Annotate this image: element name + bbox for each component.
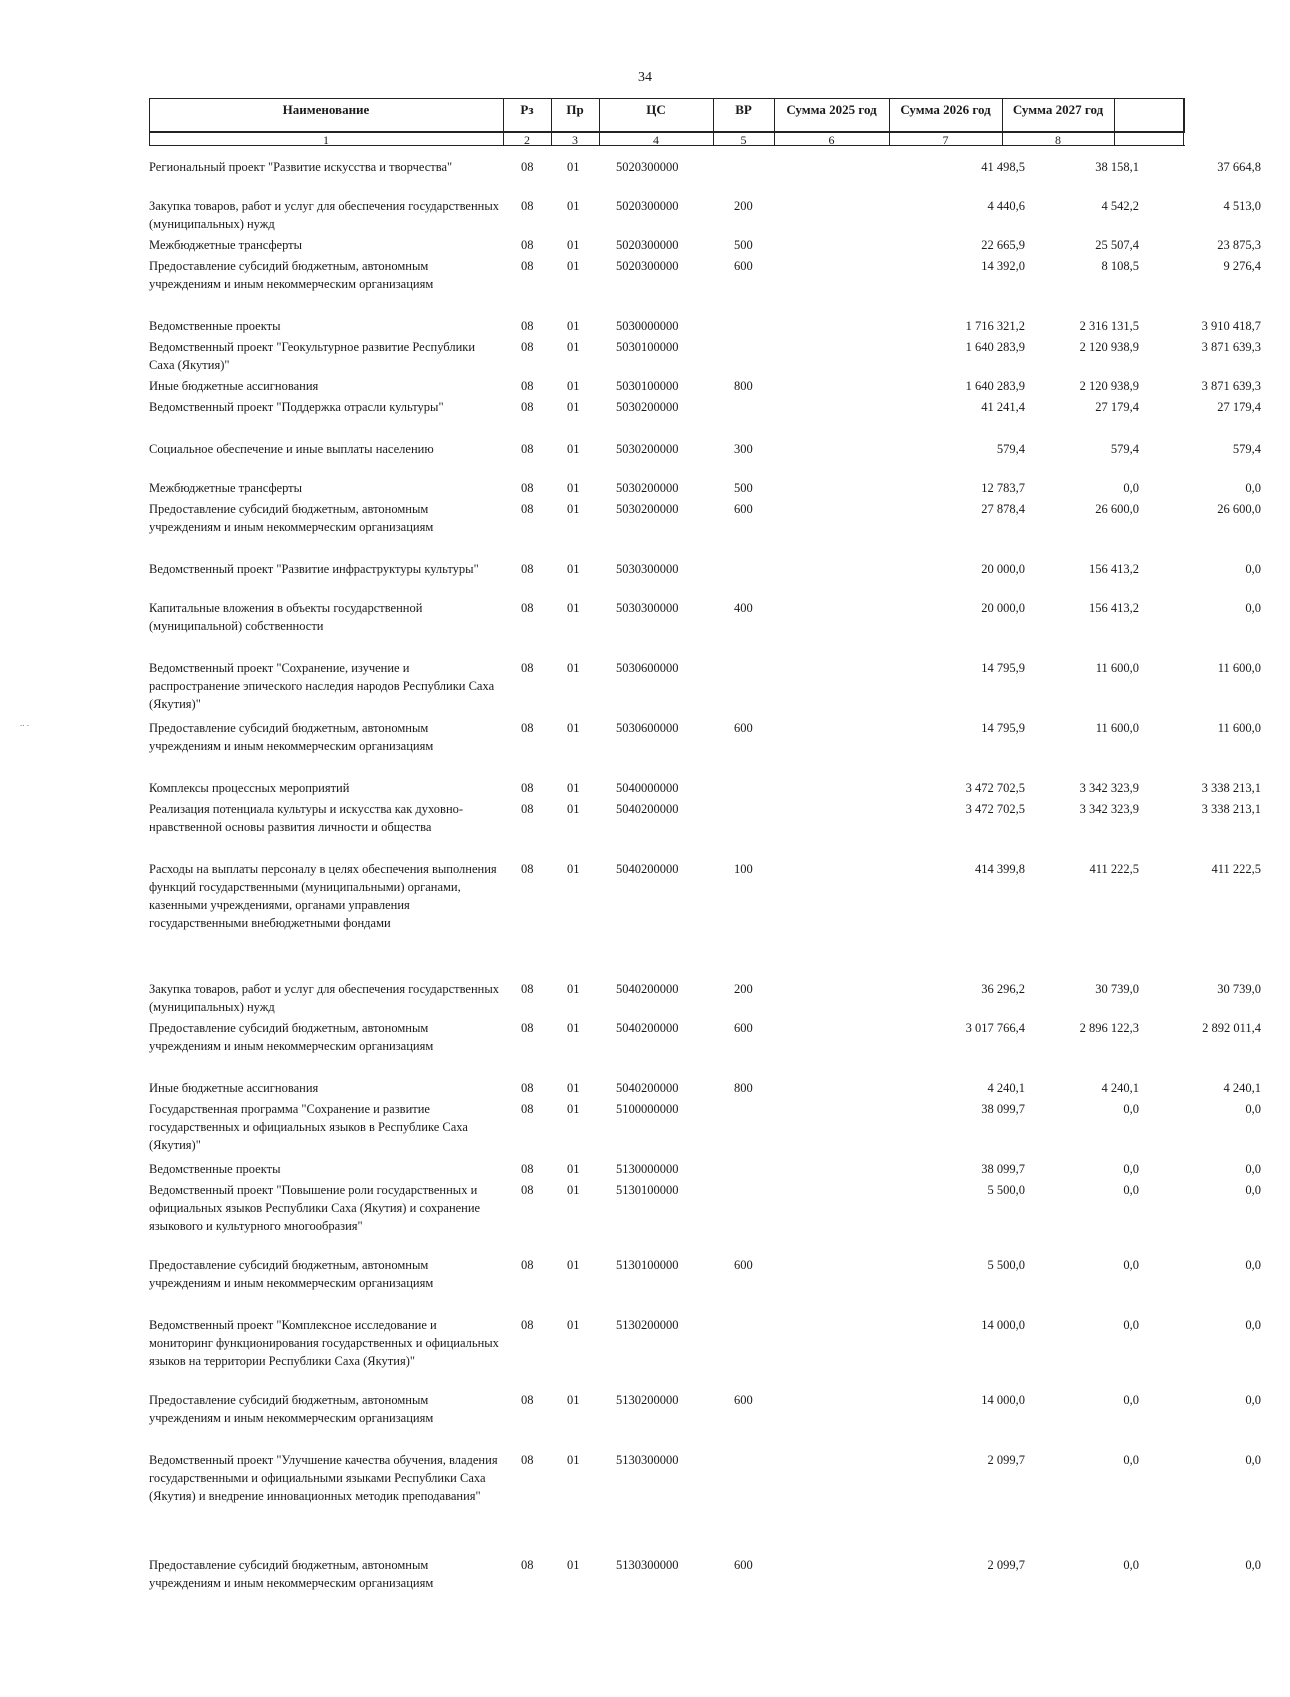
row-pr: 01 <box>567 160 580 174</box>
row-pr: 01 <box>567 1162 580 1176</box>
row-sum-2026: 2 120 938,9 <box>1079 340 1139 354</box>
margin-mark: .. . <box>20 718 29 728</box>
row-pr: 01 <box>567 319 580 333</box>
row-sum-2025: 14 000,0 <box>981 1393 1025 1407</box>
row-cs: 5030100000 <box>616 340 679 354</box>
row-pr: 01 <box>567 379 580 393</box>
row-pr: 01 <box>567 259 580 273</box>
row-pr: 01 <box>567 1102 580 1116</box>
row-sum-2025: 27 878,4 <box>981 502 1025 516</box>
row-name: Иные бюджетные ассигнования <box>149 379 319 393</box>
row-sum-2026: 0,0 <box>1123 1183 1139 1197</box>
row-sum-2025: 14 795,9 <box>981 661 1025 675</box>
row-rz: 08 <box>521 238 534 252</box>
header-sum-2025: Сумма 2025 год <box>786 102 877 117</box>
row-sum-2027: 0,0 <box>1245 481 1261 495</box>
row-name: Ведомственный проект "Комплексное исследование и мониторинг функционирования государственных и официальных языков на территории Республики Саха (Якутия)" <box>149 1318 499 1368</box>
row-cs: 5030000000 <box>616 319 679 333</box>
row-rz: 08 <box>521 1558 534 1572</box>
row-name: Ведомственный проект "Поддержка отрасли культуры" <box>149 400 444 414</box>
col-number: 6 <box>828 133 835 147</box>
row-sum-2026: 3 342 323,9 <box>1079 802 1139 816</box>
header-pr: Пр <box>566 102 584 117</box>
row-rz: 08 <box>521 340 534 354</box>
row-rz: 08 <box>521 481 534 495</box>
row-sum-2027: 30 739,0 <box>1217 982 1261 996</box>
row-sum-2027: 3 338 213,1 <box>1201 802 1261 816</box>
row-name: Закупка товаров, работ и услуг для обеспечения государственных (муниципальных) нужд <box>149 982 500 1014</box>
row-name: Ведомственный проект "Развитие инфраструктуры культуры" <box>149 562 479 576</box>
row-sum-2027: 4 513,0 <box>1223 199 1261 213</box>
row-name: Региональный проект "Развитие искусства и творчества" <box>149 160 453 174</box>
row-vr: 600 <box>734 1393 753 1407</box>
row-cs: 5030200000 <box>616 481 679 495</box>
row-pr: 01 <box>567 781 580 795</box>
row-sum-2025: 14 000,0 <box>981 1318 1025 1332</box>
row-sum-2025: 2 099,7 <box>987 1453 1025 1467</box>
row-cs: 5130100000 <box>616 1183 679 1197</box>
col-divider <box>1114 98 1115 146</box>
row-sum-2026: 156 413,2 <box>1089 601 1139 615</box>
row-vr: 500 <box>734 238 753 252</box>
row-sum-2025: 36 296,2 <box>981 982 1025 996</box>
header-sum-2026: Сумма 2026 год <box>900 102 991 117</box>
row-rz: 08 <box>521 661 534 675</box>
row-name: Предоставление субсидий бюджетным, автономным учреждениям и иным некоммерческим организациям <box>149 259 434 291</box>
row-cs: 5030100000 <box>616 379 679 393</box>
row-name: Предоставление субсидий бюджетным, автономным учреждениям и иным некоммерческим организациям <box>149 1021 434 1053</box>
row-pr: 01 <box>567 1183 580 1197</box>
row-sum-2027: 411 222,5 <box>1211 862 1261 876</box>
row-sum-2025: 1 640 283,9 <box>965 340 1025 354</box>
row-name: Предоставление субсидий бюджетным, автономным учреждениям и иным некоммерческим организациям <box>149 502 434 534</box>
row-cs: 5040200000 <box>616 802 679 816</box>
row-sum-2027: 11 600,0 <box>1217 661 1261 675</box>
row-name: Капитальные вложения в объекты государственной (муниципальной) собственности <box>149 601 423 633</box>
row-sum-2025: 38 099,7 <box>981 1102 1025 1116</box>
row-cs: 5040200000 <box>616 1081 679 1095</box>
row-name: Ведомственные проекты <box>149 1162 281 1176</box>
row-name: Ведомственный проект "Улучшение качества обучения, владения государственными и официальными языками Республики Саха (Якутия) и внедрение инновационных методик преподавания" <box>149 1453 498 1503</box>
row-pr: 01 <box>567 238 580 252</box>
row-name: Реализация потенциала культуры и искусства как духовно-нравственной основы развития личности и общества <box>149 802 464 834</box>
row-sum-2026: 411 222,5 <box>1089 862 1139 876</box>
row-rz: 08 <box>521 1393 534 1407</box>
row-vr: 800 <box>734 1081 753 1095</box>
row-sum-2026: 156 413,2 <box>1089 562 1139 576</box>
row-vr: 600 <box>734 1258 753 1272</box>
row-rz: 08 <box>521 319 534 333</box>
row-vr: 400 <box>734 601 753 615</box>
row-sum-2025: 3 472 702,5 <box>965 802 1025 816</box>
row-rz: 08 <box>521 379 534 393</box>
row-cs: 5100000000 <box>616 1102 679 1116</box>
row-sum-2026: 26 600,0 <box>1095 502 1139 516</box>
row-name: Ведомственный проект "Повышение роли государственных и официальных языков Республики Саха (Якутия) и сохранение языкового и культурного многообразия" <box>149 1183 481 1233</box>
row-pr: 01 <box>567 400 580 414</box>
row-pr: 01 <box>567 481 580 495</box>
row-pr: 01 <box>567 1021 580 1035</box>
row-sum-2026: 0,0 <box>1123 1162 1139 1176</box>
row-cs: 5040200000 <box>616 982 679 996</box>
row-sum-2025: 2 099,7 <box>987 1558 1025 1572</box>
row-cs: 5030600000 <box>616 721 679 735</box>
row-vr: 100 <box>734 862 753 876</box>
row-sum-2026: 27 179,4 <box>1095 400 1139 414</box>
row-sum-2027: 0,0 <box>1245 1453 1261 1467</box>
col-divider <box>1183 98 1184 146</box>
row-cs: 5030200000 <box>616 502 679 516</box>
row-sum-2026: 4 542,2 <box>1101 199 1139 213</box>
row-vr: 200 <box>734 982 753 996</box>
row-sum-2027: 3 910 418,7 <box>1201 319 1261 333</box>
row-cs: 5130200000 <box>616 1393 679 1407</box>
row-vr: 600 <box>734 1558 753 1572</box>
row-pr: 01 <box>567 721 580 735</box>
row-sum-2026: 38 158,1 <box>1095 160 1139 174</box>
row-cs: 5020300000 <box>616 160 679 174</box>
col-number: 1 <box>323 133 329 147</box>
row-sum-2026: 30 739,0 <box>1095 982 1139 996</box>
col-number: 8 <box>1055 133 1061 147</box>
row-cs: 5030300000 <box>616 601 679 615</box>
row-sum-2027: 11 600,0 <box>1217 721 1261 735</box>
row-sum-2026: 0,0 <box>1123 481 1139 495</box>
row-rz: 08 <box>521 1021 534 1035</box>
row-cs: 5030200000 <box>616 442 679 456</box>
row-pr: 01 <box>567 1258 580 1272</box>
row-pr: 01 <box>567 661 580 675</box>
row-rz: 08 <box>521 862 534 876</box>
header-rz: Рз <box>520 102 534 117</box>
header-vr: ВР <box>735 102 752 117</box>
row-sum-2026: 0,0 <box>1123 1258 1139 1272</box>
row-name: Предоставление субсидий бюджетным, автономным учреждениям и иным некоммерческим организациям <box>149 1558 434 1590</box>
row-sum-2027: 3 871 639,3 <box>1201 379 1261 393</box>
row-vr: 800 <box>734 379 753 393</box>
row-sum-2025: 22 665,9 <box>981 238 1025 252</box>
row-cs: 5130000000 <box>616 1162 679 1176</box>
row-pr: 01 <box>567 340 580 354</box>
row-sum-2027: 4 240,1 <box>1223 1081 1261 1095</box>
row-cs: 5130300000 <box>616 1453 679 1467</box>
row-sum-2027: 0,0 <box>1245 1258 1261 1272</box>
row-pr: 01 <box>567 982 580 996</box>
row-vr: 600 <box>734 1021 753 1035</box>
row-rz: 08 <box>521 601 534 615</box>
row-sum-2025: 579,4 <box>996 442 1025 456</box>
row-sum-2025: 41 498,5 <box>981 160 1025 174</box>
row-pr: 01 <box>567 442 580 456</box>
row-sum-2026: 0,0 <box>1123 1318 1139 1332</box>
row-sum-2027: 0,0 <box>1245 601 1261 615</box>
row-name: Закупка товаров, работ и услуг для обеспечения государственных (муниципальных) нужд <box>149 199 500 231</box>
row-rz: 08 <box>521 1453 534 1467</box>
row-sum-2026: 8 108,5 <box>1101 259 1139 273</box>
row-name: Межбюджетные трансферты <box>149 481 303 495</box>
row-name: Расходы на выплаты персоналу в целях обеспечения выполнения функций государственными (муниципальными) органами, казенными учреждениями, органами управления государственными внебюджетными фондами <box>149 862 497 930</box>
row-sum-2026: 3 342 323,9 <box>1079 781 1139 795</box>
row-name: Предоставление субсидий бюджетным, автономным учреждениям и иным некоммерческим организациям <box>149 1393 434 1425</box>
row-name: Иные бюджетные ассигнования <box>149 1081 319 1095</box>
row-cs: 5040200000 <box>616 1021 679 1035</box>
row-cs: 5030300000 <box>616 562 679 576</box>
row-sum-2027: 0,0 <box>1245 1162 1261 1176</box>
row-pr: 01 <box>567 199 580 213</box>
row-sum-2026: 2 316 131,5 <box>1079 319 1139 333</box>
row-sum-2027: 0,0 <box>1245 1558 1261 1572</box>
row-sum-2027: 2 892 011,4 <box>1202 1021 1261 1035</box>
row-pr: 01 <box>567 1558 580 1572</box>
row-name: Ведомственные проекты <box>149 319 281 333</box>
row-pr: 01 <box>567 1318 580 1332</box>
row-sum-2025: 1 640 283,9 <box>965 379 1025 393</box>
row-sum-2025: 4 240,1 <box>987 1081 1025 1095</box>
row-rz: 08 <box>521 259 534 273</box>
row-sum-2027: 37 664,8 <box>1217 160 1261 174</box>
row-cs: 5020300000 <box>616 199 679 213</box>
row-rz: 08 <box>521 1318 534 1332</box>
row-sum-2025: 20 000,0 <box>981 562 1025 576</box>
row-sum-2025: 14 795,9 <box>981 721 1025 735</box>
row-sum-2027: 0,0 <box>1245 1102 1261 1116</box>
row-rz: 08 <box>521 199 534 213</box>
row-rz: 08 <box>521 1183 534 1197</box>
row-cs: 5020300000 <box>616 259 679 273</box>
row-sum-2026: 25 507,4 <box>1095 238 1139 252</box>
row-sum-2027: 26 600,0 <box>1217 502 1261 516</box>
row-sum-2025: 14 392,0 <box>981 259 1025 273</box>
row-sum-2025: 5 500,0 <box>987 1258 1025 1272</box>
row-sum-2026: 11 600,0 <box>1095 721 1139 735</box>
row-sum-2027: 27 179,4 <box>1217 400 1261 414</box>
table-header <box>149 98 1185 146</box>
row-sum-2025: 414 399,8 <box>975 862 1025 876</box>
row-sum-2027: 0,0 <box>1245 1318 1261 1332</box>
page-number: 34 <box>638 70 652 85</box>
row-sum-2027: 579,4 <box>1232 442 1261 456</box>
row-name: Предоставление субсидий бюджетным, автономным учреждениям и иным некоммерческим организациям <box>149 1258 434 1290</box>
row-vr: 300 <box>734 442 753 456</box>
row-sum-2025: 3 472 702,5 <box>965 781 1025 795</box>
row-pr: 01 <box>567 1081 580 1095</box>
row-name: Ведомственный проект "Геокультурное развитие Республики Саха (Якутия)" <box>149 340 476 372</box>
row-rz: 08 <box>521 442 534 456</box>
row-sum-2025: 3 017 766,4 <box>965 1021 1025 1035</box>
row-rz: 08 <box>521 982 534 996</box>
row-sum-2027: 23 875,3 <box>1217 238 1261 252</box>
row-cs: 5130100000 <box>616 1258 679 1272</box>
row-sum-2026: 4 240,1 <box>1101 1081 1139 1095</box>
row-rz: 08 <box>521 1102 534 1116</box>
row-name: Ведомственный проект "Сохранение, изучение и распространение эпического наследия народов Республики Саха (Якутия)" <box>149 661 495 711</box>
row-vr: 500 <box>734 481 753 495</box>
row-cs: 5130300000 <box>616 1558 679 1572</box>
row-sum-2027: 0,0 <box>1245 1183 1261 1197</box>
header-cs: ЦС <box>646 102 666 117</box>
row-vr: 600 <box>734 721 753 735</box>
row-pr: 01 <box>567 1393 580 1407</box>
row-sum-2026: 0,0 <box>1123 1393 1139 1407</box>
col-number: 3 <box>572 133 578 147</box>
row-sum-2026: 0,0 <box>1123 1102 1139 1116</box>
row-rz: 08 <box>521 781 534 795</box>
row-sum-2025: 20 000,0 <box>981 601 1025 615</box>
row-cs: 5040000000 <box>616 781 679 795</box>
col-number: 4 <box>653 133 659 147</box>
row-pr: 01 <box>567 502 580 516</box>
row-sum-2026: 0,0 <box>1123 1453 1139 1467</box>
row-pr: 01 <box>567 1453 580 1467</box>
row-cs: 5040200000 <box>616 862 679 876</box>
row-rz: 08 <box>521 1258 534 1272</box>
row-pr: 01 <box>567 562 580 576</box>
row-sum-2026: 11 600,0 <box>1095 661 1139 675</box>
row-sum-2027: 0,0 <box>1245 1393 1261 1407</box>
row-sum-2025: 38 099,7 <box>981 1162 1025 1176</box>
header-sum-2027: Сумма 2027 год <box>1012 102 1104 117</box>
row-pr: 01 <box>567 862 580 876</box>
col-number: 2 <box>524 133 530 147</box>
row-vr: 600 <box>734 502 753 516</box>
row-vr: 200 <box>734 199 753 213</box>
row-sum-2026: 2 896 122,3 <box>1079 1021 1139 1035</box>
row-pr: 01 <box>567 802 580 816</box>
row-sum-2027: 0,0 <box>1245 562 1261 576</box>
row-name: Социальное обеспечение и иные выплаты населению <box>149 442 434 456</box>
row-sum-2025: 5 500,0 <box>987 1183 1025 1197</box>
row-rz: 08 <box>521 400 534 414</box>
header-name: Наименование <box>282 102 370 117</box>
row-sum-2027: 3 338 213,1 <box>1201 781 1261 795</box>
row-name: Государственная программа "Сохранение и развитие государственных и официальных языков в Республике Саха (Якутия)" <box>149 1102 468 1152</box>
row-cs: 5030200000 <box>616 400 679 414</box>
row-rz: 08 <box>521 802 534 816</box>
row-pr: 01 <box>567 601 580 615</box>
row-sum-2025: 41 241,4 <box>981 400 1025 414</box>
row-rz: 08 <box>521 721 534 735</box>
row-sum-2025: 4 440,6 <box>987 199 1025 213</box>
col-number: 5 <box>740 133 747 147</box>
row-rz: 08 <box>521 562 534 576</box>
row-sum-2025: 1 716 321,2 <box>965 319 1025 333</box>
row-cs: 5030600000 <box>616 661 679 675</box>
row-rz: 08 <box>521 1081 534 1095</box>
row-sum-2026: 2 120 938,9 <box>1079 379 1139 393</box>
row-vr: 600 <box>734 259 753 273</box>
row-name: Межбюджетные трансферты <box>149 238 303 252</box>
row-rz: 08 <box>521 1162 534 1176</box>
row-name: Комплексы процессных мероприятий <box>149 781 350 795</box>
row-sum-2025: 12 783,7 <box>981 481 1025 495</box>
row-sum-2027: 9 276,4 <box>1223 259 1261 273</box>
col-number: 7 <box>942 133 949 147</box>
row-cs: 5020300000 <box>616 238 679 252</box>
row-sum-2026: 0,0 <box>1123 1558 1139 1572</box>
row-rz: 08 <box>521 502 534 516</box>
row-sum-2026: 579,4 <box>1110 442 1139 456</box>
row-name: Предоставление субсидий бюджетным, автономным учреждениям и иным некоммерческим организациям <box>149 721 434 753</box>
row-cs: 5130200000 <box>616 1318 679 1332</box>
row-sum-2027: 3 871 639,3 <box>1201 340 1261 354</box>
row-rz: 08 <box>521 160 534 174</box>
